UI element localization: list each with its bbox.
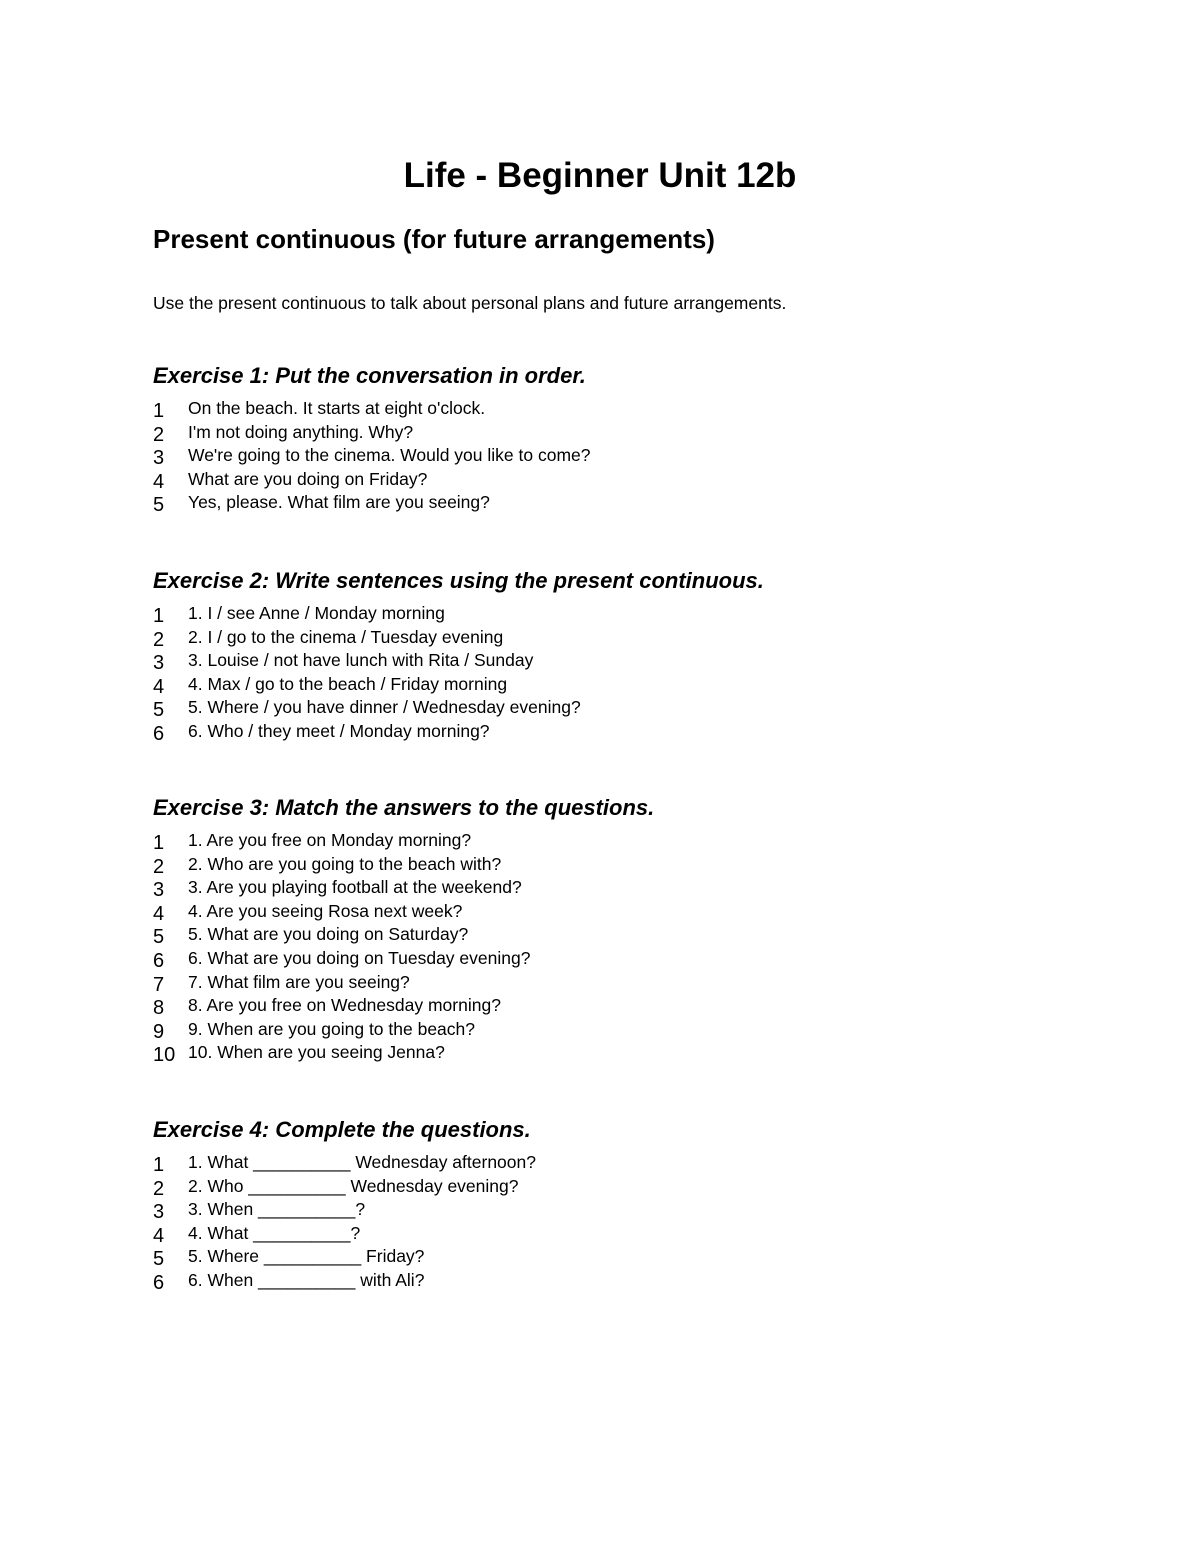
item-number: 3	[153, 447, 165, 470]
item-text: 5. Where __________ Friday?	[188, 1246, 425, 1267]
item-number: 3	[153, 652, 165, 675]
exercise-1	[153, 361, 1113, 515]
document-title: Life - Beginner Unit 12b	[403, 156, 797, 195]
item-number: 1	[153, 605, 165, 627]
item-text: 6. When __________ with Ali?	[188, 1269, 425, 1290]
item-number: 2	[153, 1177, 165, 1200]
item-number: 5	[153, 699, 165, 722]
list-item	[153, 1198, 1113, 1222]
item-text: 4. What __________?	[188, 1222, 361, 1243]
list-item	[153, 1175, 1113, 1199]
item-text: 6. What are you doing on Tuesday evening?	[188, 947, 531, 968]
item-number: 4	[153, 1224, 165, 1247]
list-item	[153, 421, 1113, 445]
item-number: 4	[153, 675, 165, 698]
list-item	[153, 444, 1113, 468]
item-text: 4. Are you seeing Rosa next week?	[188, 900, 463, 921]
exercise-item-list	[153, 1151, 1113, 1293]
exercise-item-list	[153, 397, 1113, 515]
list-item	[153, 994, 1113, 1018]
list-item	[153, 829, 1113, 853]
list-item	[153, 602, 1113, 626]
list-item	[153, 696, 1113, 720]
item-number: 5	[153, 494, 165, 517]
intro-text: Use the present continuous to talk about personal plans and future arrangements.	[153, 293, 787, 313]
list-item	[153, 1269, 1113, 1293]
list-item	[153, 1018, 1113, 1042]
list-item	[153, 947, 1113, 971]
item-text: 3. When __________?	[188, 1199, 366, 1220]
item-number: 2	[153, 423, 165, 446]
item-text: What are you doing on Friday?	[188, 468, 428, 489]
item-number: 4	[153, 902, 165, 925]
list-item	[153, 876, 1113, 900]
item-number: 5	[153, 1248, 165, 1271]
item-text: 5. Where / you have dinner / Wednesday evening?	[188, 697, 581, 718]
item-number: 6	[153, 1271, 165, 1294]
item-text: 3. Louise / not have lunch with Rita / Sunday	[188, 650, 534, 671]
exercise-item-list	[153, 602, 1113, 744]
exercise-2	[153, 566, 1113, 744]
item-text: 5. What are you doing on Saturday?	[188, 924, 469, 945]
item-text: 2. I / go to the cinema / Tuesday evening	[188, 626, 504, 647]
item-number: 6	[153, 949, 165, 972]
item-number: 7	[153, 973, 165, 996]
item-number: 8	[153, 997, 165, 1020]
item-number: 6	[153, 722, 165, 745]
item-number: 4	[153, 470, 165, 493]
item-text: 4. Max / go to the beach / Friday morning	[188, 673, 508, 694]
item-number: 2	[153, 628, 165, 651]
list-item	[153, 971, 1113, 995]
exercise-heading: Exercise 1: Put the conversation in order.	[153, 363, 586, 388]
item-text: 1. I / see Anne / Monday morning	[188, 603, 445, 623]
item-text: 6. Who / they meet / Monday morning?	[188, 720, 490, 741]
document-subtitle: Present continuous (for future arrangements)	[153, 224, 715, 254]
list-item	[153, 626, 1113, 650]
item-text: 7. What film are you seeing?	[188, 971, 410, 992]
list-item	[153, 491, 1113, 515]
list-item	[153, 1245, 1113, 1269]
item-text: 2. Who __________ Wednesday evening?	[188, 1175, 519, 1196]
item-number: 9	[153, 1020, 165, 1043]
item-text: 3. Are you playing football at the weekend?	[188, 877, 522, 898]
list-item	[153, 923, 1113, 947]
item-text: On the beach. It starts at eight o'clock.	[188, 398, 486, 418]
item-text: 10. When are you seeing Jenna?	[188, 1042, 445, 1063]
item-number: 5	[153, 926, 165, 949]
exercise-3	[153, 793, 1113, 1065]
list-item	[153, 853, 1113, 877]
item-text: 8. Are you free on Wednesday morning?	[188, 995, 501, 1016]
exercise-heading: Exercise 3: Match the answers to the questions.	[153, 795, 655, 820]
list-item	[153, 1041, 1113, 1065]
exercise-4	[153, 1115, 1113, 1293]
list-item	[153, 900, 1113, 924]
item-number: 1	[153, 1154, 165, 1176]
item-text: Yes, please. What film are you seeing?	[188, 492, 490, 513]
item-number: 3	[153, 879, 165, 902]
exercise-heading: Exercise 4: Complete the questions.	[153, 1117, 531, 1142]
list-item	[153, 468, 1113, 492]
exercise-heading: Exercise 2: Write sentences using the present continuous.	[153, 568, 764, 593]
item-number: 10	[153, 1044, 176, 1067]
item-text: I'm not doing anything. Why?	[188, 421, 414, 442]
list-item	[153, 397, 1113, 421]
list-item	[153, 1222, 1113, 1246]
item-number: 2	[153, 855, 165, 878]
item-text: 1. Are you free on Monday morning?	[188, 830, 472, 850]
list-item	[153, 1151, 1113, 1175]
item-text: 9. When are you going to the beach?	[188, 1018, 476, 1039]
list-item	[153, 673, 1113, 697]
item-number: 3	[153, 1201, 165, 1224]
exercise-item-list	[153, 829, 1113, 1065]
item-text: We're going to the cinema. Would you like to come?	[188, 445, 591, 466]
list-item	[153, 649, 1113, 673]
item-text: 1. What __________ Wednesday afternoon?	[188, 1152, 536, 1172]
list-item	[153, 720, 1113, 744]
item-number: 1	[153, 400, 165, 422]
item-number: 1	[153, 832, 165, 854]
item-text: 2. Who are you going to the beach with?	[188, 853, 502, 874]
